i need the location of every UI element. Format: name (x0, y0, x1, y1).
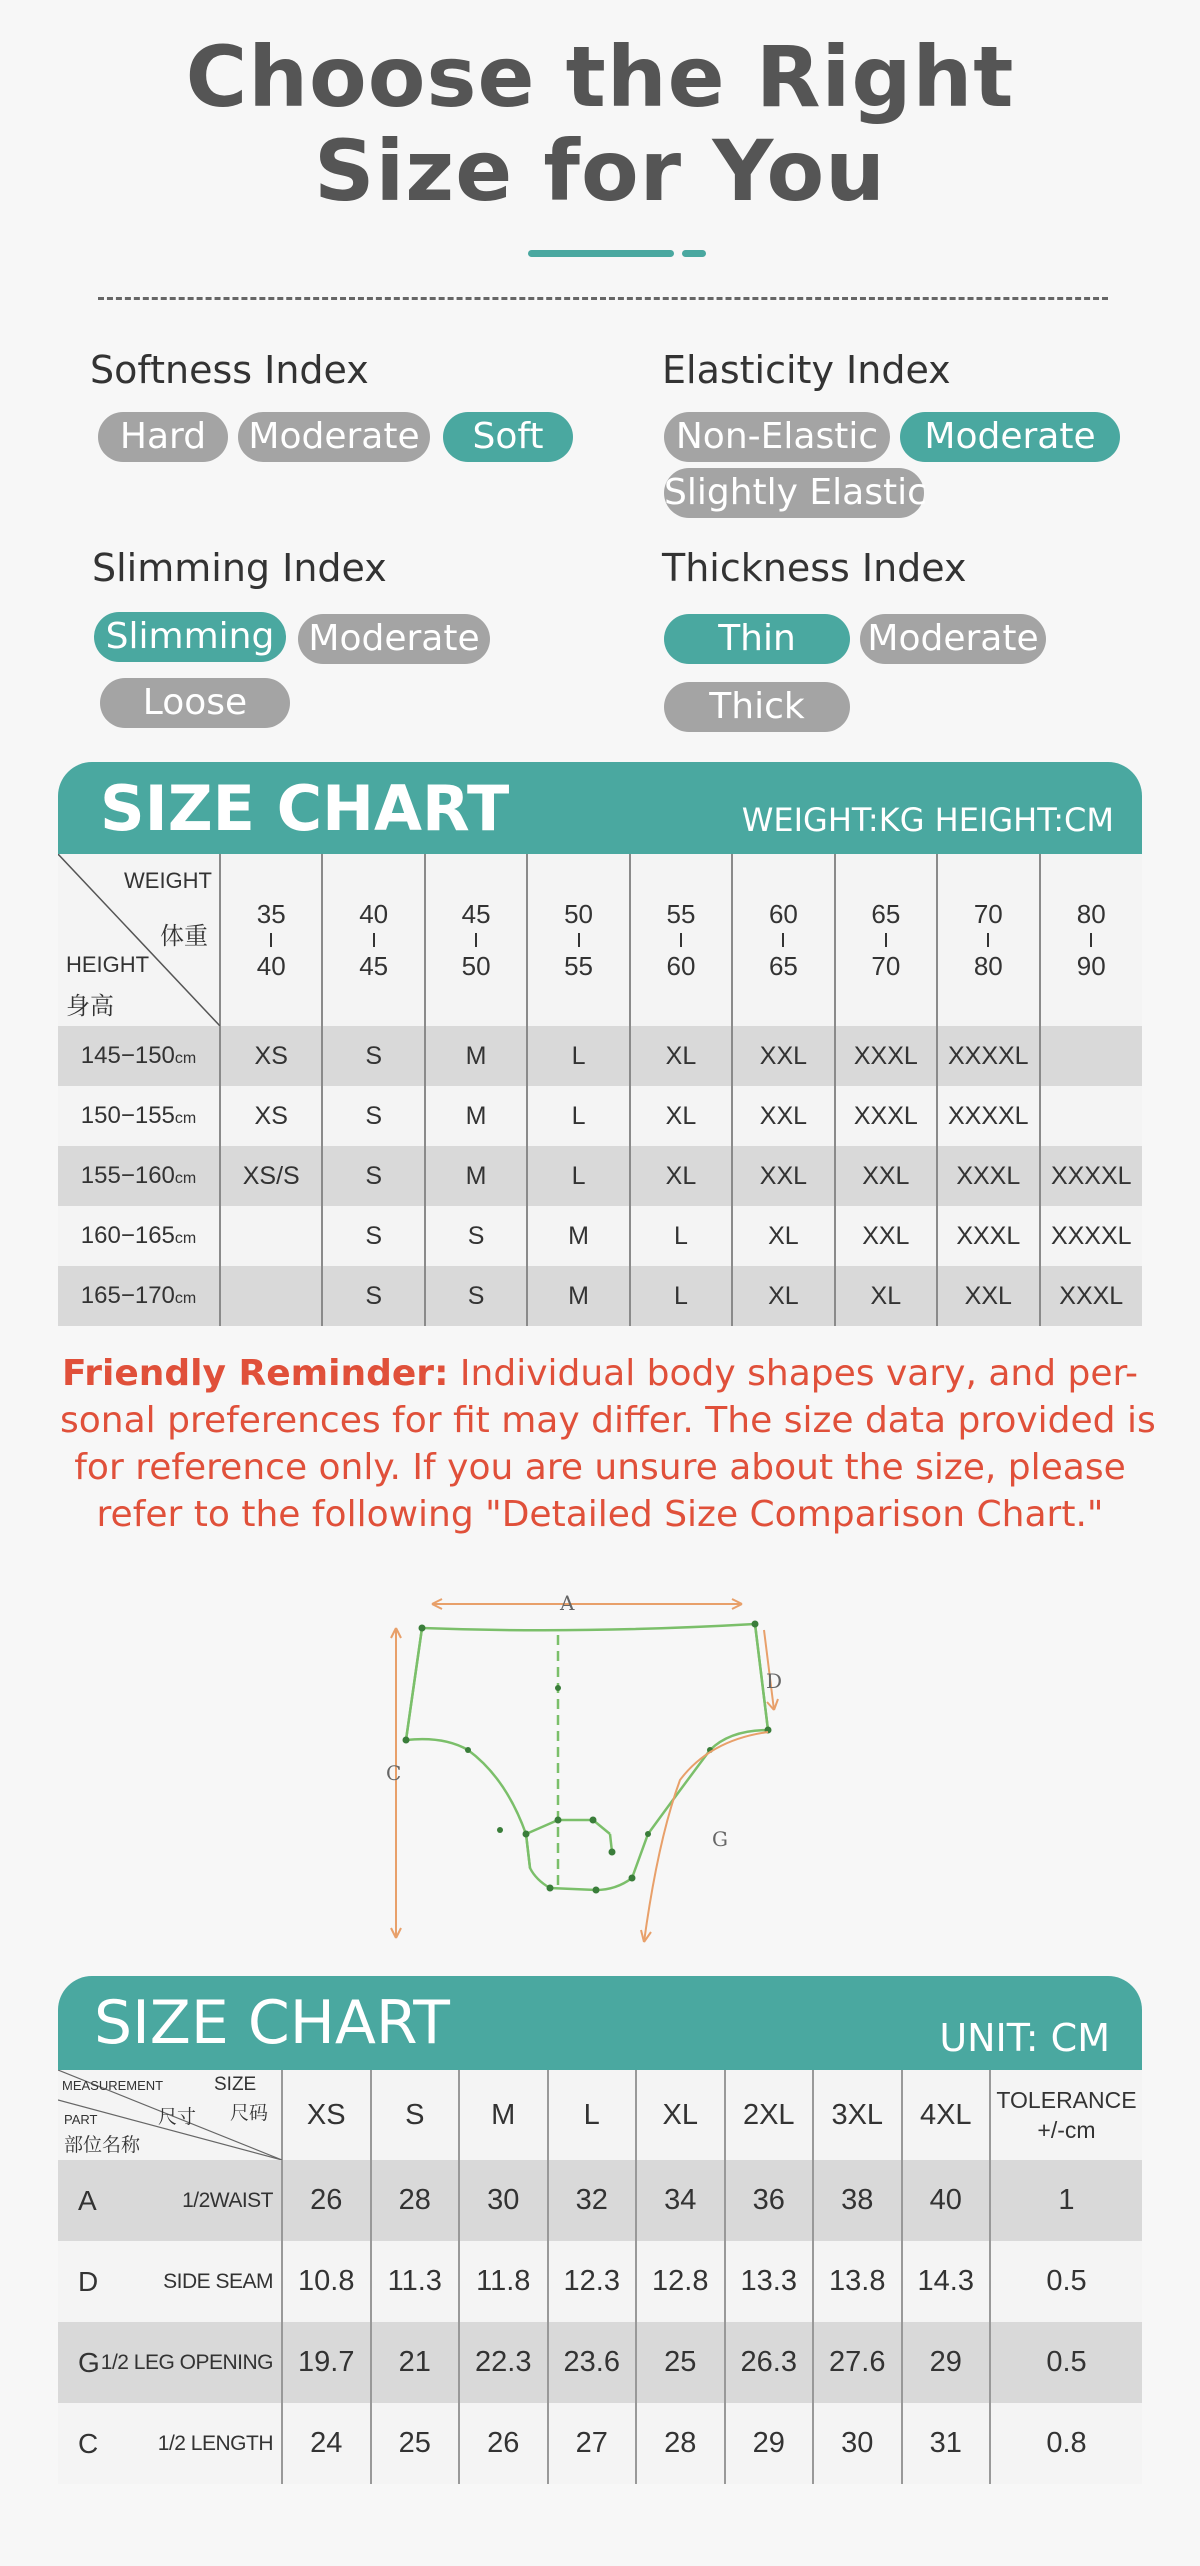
size-cell: L (527, 1086, 629, 1146)
measurement-cell: 23.6 (548, 2322, 637, 2403)
measurement-cell: 29 (902, 2322, 991, 2403)
reminder-line-2: sonal preferences for fit may differ. The size data provided is (60, 1400, 1156, 1441)
weight-range: 80 90 (1040, 854, 1143, 1026)
size-cell (1040, 1026, 1143, 1086)
part-cell: C 1/2 LENGTH (58, 2403, 282, 2484)
measurement-cell: 21 (371, 2322, 460, 2403)
slimming-label: Slimming Index (92, 546, 387, 590)
measurement-cell: 13.3 (725, 2241, 814, 2322)
size-chart-2-header (58, 1976, 1142, 2070)
size-cell: XL (630, 1146, 732, 1206)
size-cell: M (425, 1026, 527, 1086)
size-cell: S (322, 1206, 424, 1266)
slimming-option-slimming: Slimming (94, 612, 286, 662)
measurement-cell: 29 (725, 2403, 814, 2484)
softness-option-soft: Soft (443, 412, 573, 462)
elasticity-index (662, 346, 1200, 513)
size-cell: L (630, 1206, 732, 1266)
weight-range: 50 55 (527, 854, 629, 1026)
corner-weight: WEIGHT (124, 868, 212, 893)
measurement-cell: 28 (636, 2403, 725, 2484)
corner-size-cn: 尺码 (230, 2103, 269, 2124)
size-cell: XXL (937, 1266, 1039, 1326)
measurement-cell: 40 (902, 2160, 991, 2241)
size-cell: S (425, 1206, 527, 1266)
tolerance-cell: 1 (990, 2160, 1142, 2241)
size-cell: XXXXL (937, 1026, 1039, 1086)
corner-size: SIZE (214, 2074, 257, 2095)
size-cell: L (527, 1146, 629, 1206)
size-cell: XXXL (937, 1206, 1039, 1266)
weight-range: 60 65 (732, 854, 834, 1026)
size-cell: XXXL (1040, 1266, 1143, 1326)
measurement-cell: 34 (636, 2160, 725, 2241)
size-cell (1040, 1086, 1143, 1146)
height-range: 160−165cm (58, 1206, 220, 1266)
size-chart-1-title: SIZE CHART (100, 772, 510, 845)
measurement-cell: 22.3 (459, 2322, 548, 2403)
table-row (58, 1206, 1142, 1266)
size-cell: XS (220, 1086, 322, 1146)
softness-option-hard: Hard (98, 412, 228, 462)
size-cell: XL (732, 1206, 834, 1266)
size-header: 3XL (813, 2070, 902, 2160)
title-underline-dot (682, 250, 706, 257)
measurement-cell: 24 (282, 2403, 371, 2484)
size-cell: XL (835, 1266, 937, 1326)
size-cell: XS/S (220, 1146, 322, 1206)
measurement-cell: 27 (548, 2403, 637, 2484)
tolerance-cell: 0.8 (990, 2403, 1142, 2484)
softness-option-moderate: Moderate (238, 412, 430, 462)
height-range: 145−150cm (58, 1026, 220, 1086)
title-line-1: Choose the Right (185, 28, 1015, 126)
size-chart-2-title: SIZE CHART (94, 1988, 450, 2058)
corner-height-cn: 身高 (66, 993, 114, 1020)
softness-label: Softness Index (90, 348, 369, 392)
weight-range: 40 45 (322, 854, 424, 1026)
slimming-index (92, 544, 652, 723)
slimming-option-loose: Loose (100, 678, 290, 728)
corner-part: PART (64, 2112, 98, 2127)
measurement-cell: 13.8 (813, 2241, 902, 2322)
size-header: XL (636, 2070, 725, 2160)
size-cell: XL (630, 1086, 732, 1146)
size-chart-2-unit: UNIT: CM (939, 2016, 1110, 2060)
table-row (58, 1146, 1142, 1206)
size-chart-1-header-row (58, 854, 1142, 1026)
height-range: 155−160cm (58, 1146, 220, 1206)
part-cell: A 1/2WAIST (58, 2160, 282, 2241)
thickness-label: Thickness Index (662, 546, 967, 590)
size-cell: M (425, 1086, 527, 1146)
height-range: 165−170cm (58, 1266, 220, 1326)
size-cell: S (322, 1026, 424, 1086)
size-header: S (371, 2070, 460, 2160)
size-cell: XXXL (835, 1026, 937, 1086)
size-header: L (548, 2070, 637, 2160)
size-cell (220, 1266, 322, 1326)
measurement-cell: 38 (813, 2160, 902, 2241)
weight-range: 70 80 (937, 854, 1039, 1026)
size-header: 2XL (725, 2070, 814, 2160)
measurement-cell: 36 (725, 2160, 814, 2241)
height-range: 150−155cm (58, 1086, 220, 1146)
table-row (58, 2322, 1142, 2403)
size-cell: XXXL (937, 1146, 1039, 1206)
title-underline (528, 250, 674, 257)
measurement-cell: 27.6 (813, 2322, 902, 2403)
size-chart-1-units: WEIGHT:KG HEIGHT:CM (741, 801, 1114, 839)
corner-cell (58, 854, 220, 1026)
dashed-divider (98, 297, 1108, 300)
size-cell: S (322, 1266, 424, 1326)
title-line-2: Size for You (314, 122, 886, 220)
size-cell: XL (630, 1026, 732, 1086)
diagram-label-d: D (766, 1669, 783, 1693)
softness-index (90, 346, 650, 457)
reminder-line-1: Individual body shapes vary, and per- (448, 1353, 1139, 1394)
size-cell: M (425, 1146, 527, 1206)
slimming-option-moderate: Moderate (298, 614, 490, 664)
measurement-cell: 28 (371, 2160, 460, 2241)
size-header: XS (282, 2070, 371, 2160)
measurement-cell: 11.8 (459, 2241, 548, 2322)
size-cell: XXL (732, 1146, 834, 1206)
size-chart-1-header (58, 762, 1142, 854)
friendly-reminder (60, 1350, 1156, 1538)
size-cell: XXL (835, 1146, 937, 1206)
elasticity-option-slightly-elastic: Slightly Elastic (664, 468, 924, 518)
weight-range: 55 60 (630, 854, 732, 1026)
size-cell: S (322, 1086, 424, 1146)
thickness-option-thick: Thick (664, 682, 850, 732)
part-cell: G 1/2 LEG OPENING (58, 2322, 282, 2403)
size-cell: XXXL (835, 1086, 937, 1146)
measurement-cell: 26 (459, 2403, 548, 2484)
elasticity-option-non-elastic: Non-Elastic (664, 412, 890, 462)
measurement-cell: 30 (459, 2160, 548, 2241)
measurement-cell: 12.3 (548, 2241, 637, 2322)
size-cell: XXL (835, 1206, 937, 1266)
size-cell: XS (220, 1026, 322, 1086)
size-chart-2-header-row (58, 2070, 1142, 2160)
weight-range: 35 40 (220, 854, 322, 1026)
elasticity-label: Elasticity Index (662, 348, 951, 392)
table-row (58, 2241, 1142, 2322)
measurement-cell: 30 (813, 2403, 902, 2484)
size-chart-1-table (58, 854, 1142, 1326)
size-cell: XXXXL (937, 1086, 1039, 1146)
size-chart-weight-height (58, 762, 1142, 1326)
diagram-label-g: G (712, 1827, 728, 1851)
size-cell: XL (732, 1266, 834, 1326)
corner-measurement: MEASUREMENT (62, 2078, 164, 2093)
measurement-cell: 31 (902, 2403, 991, 2484)
size-cell (220, 1206, 322, 1266)
weight-range: 45 50 (425, 854, 527, 1026)
measurement-cell: 25 (636, 2322, 725, 2403)
size-cell: L (630, 1266, 732, 1326)
measurement-cell: 12.8 (636, 2241, 725, 2322)
table-row (58, 2160, 1142, 2241)
reminder-line-3: for reference only. If you are unsure about the size, please (74, 1447, 1126, 1488)
size-chart-2-table (58, 2070, 1142, 2484)
underwear-measurement-diagram (380, 1590, 800, 1950)
size-cell: XXXXL (1040, 1146, 1143, 1206)
measurement-cell: 11.3 (371, 2241, 460, 2322)
reminder-line-4: refer to the following "Detailed Size Comparison Chart." (96, 1494, 1104, 1535)
size-chart-measurements (58, 1976, 1142, 2484)
size-cell: S (322, 1146, 424, 1206)
measurement-cell: 14.3 (902, 2241, 991, 2322)
table-row (58, 1086, 1142, 1146)
page-title (0, 30, 1200, 218)
table-row (58, 1266, 1142, 1326)
corner-dim-cn: 尺寸 (158, 2107, 197, 2128)
size-cell: M (527, 1266, 629, 1326)
corner-cell (58, 2070, 282, 2160)
size-cell: XXXXL (1040, 1206, 1143, 1266)
corner-weight-cn: 体重 (160, 923, 208, 950)
corner-height: HEIGHT (66, 952, 150, 977)
measurement-cell: 32 (548, 2160, 637, 2241)
tolerance-cell: 0.5 (990, 2241, 1142, 2322)
size-cell: S (425, 1266, 527, 1326)
measurement-cell: 10.8 (282, 2241, 371, 2322)
thickness-option-thin: Thin (664, 614, 850, 664)
diagram-label-a: A (560, 1591, 575, 1615)
thickness-option-moderate: Moderate (860, 614, 1046, 664)
part-cell: D SIDE SEAM (58, 2241, 282, 2322)
reminder-bold: Friendly Reminder: (61, 1353, 449, 1394)
thickness-index (662, 544, 1200, 727)
size-cell: XXL (732, 1026, 834, 1086)
size-cell: M (527, 1206, 629, 1266)
tolerance-cell: 0.5 (990, 2322, 1142, 2403)
measurement-cell: 19.7 (282, 2322, 371, 2403)
measurement-cell: 25 (371, 2403, 460, 2484)
diagram-label-c: C (386, 1761, 402, 1785)
measurement-cell: 26.3 (725, 2322, 814, 2403)
measurement-cell: 26 (282, 2160, 371, 2241)
size-cell: L (527, 1026, 629, 1086)
corner-part-cn: 部位名称 (64, 2135, 141, 2156)
size-cell: XXL (732, 1086, 834, 1146)
elasticity-option-moderate: Moderate (900, 412, 1120, 462)
weight-range: 65 70 (835, 854, 937, 1026)
size-header: 4XL (902, 2070, 991, 2160)
table-row (58, 1026, 1142, 1086)
size-header: M (459, 2070, 548, 2160)
tolerance-header: TOLERANCE +/-cm (990, 2070, 1142, 2160)
table-row (58, 2403, 1142, 2484)
